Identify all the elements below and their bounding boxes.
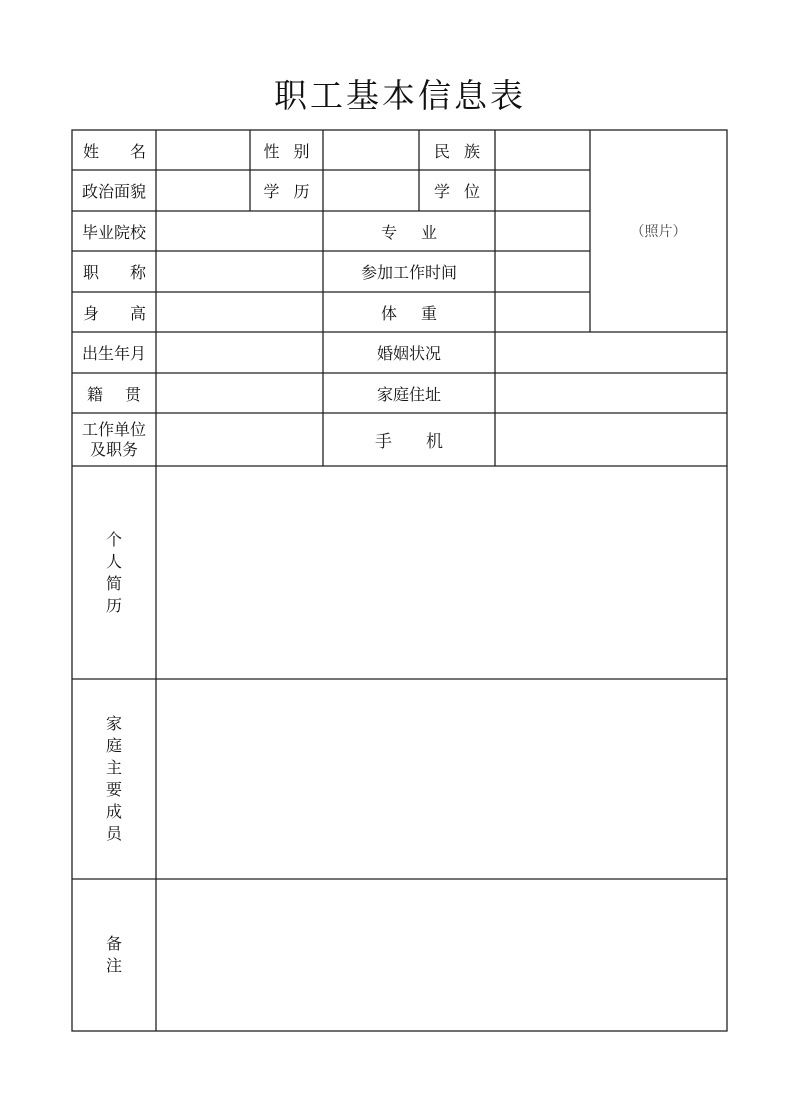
label-marital-status: 婚姻状况: [376, 344, 441, 363]
ethnicity-field[interactable]: [495, 130, 590, 170]
name-field[interactable]: [156, 130, 250, 170]
height-field[interactable]: [156, 292, 323, 332]
job-title-field[interactable]: [156, 251, 323, 292]
school-field[interactable]: [156, 211, 323, 251]
label-degree: 学 位: [433, 182, 481, 201]
label-home-address: 家庭住址: [376, 384, 441, 404]
education-field[interactable]: [323, 170, 419, 211]
label-remarks: 备 注: [105, 934, 122, 975]
label-name: 姓 名: [83, 141, 146, 161]
label-native-place: 籍 贯: [86, 384, 142, 404]
phone-field[interactable]: [495, 413, 727, 466]
degree-field[interactable]: [495, 170, 590, 211]
label-political-status: 政治面貌: [81, 182, 146, 201]
personal-resume-field[interactable]: [156, 466, 727, 679]
label-family-members: 家 庭 主 要 成 员: [105, 714, 122, 843]
label-gender: 性 别: [263, 141, 310, 161]
home-address-field[interactable]: [495, 373, 727, 413]
remarks-field[interactable]: [156, 879, 727, 1031]
marital-status-field[interactable]: [495, 332, 727, 373]
label-weight: 体 重: [380, 303, 438, 323]
major-field[interactable]: [495, 211, 590, 251]
gender-field[interactable]: [323, 130, 419, 170]
birth-date-field[interactable]: [156, 332, 323, 373]
label-major: 专 业: [380, 222, 438, 242]
work-start-field[interactable]: [495, 251, 590, 292]
family-members-field[interactable]: [156, 679, 727, 879]
label-height: 身 高: [83, 303, 146, 323]
form-title: 职工基本信息表: [274, 76, 526, 115]
label-phone: 手 机: [375, 432, 443, 452]
label-ethnicity: 民 族: [433, 141, 481, 161]
label-personal-resume: 个 人 简 历: [105, 529, 122, 615]
photo-placeholder[interactable]: （照片）: [630, 224, 687, 240]
political-status-field[interactable]: [156, 170, 250, 211]
label-birth-date: 出生年月: [81, 344, 146, 363]
weight-field[interactable]: [495, 292, 590, 332]
label-work-start: 参加工作时间: [360, 263, 457, 282]
native-place-field[interactable]: [156, 373, 323, 413]
label-employer-position: 工作单位 及职务: [81, 419, 146, 459]
label-job-title: 职 称: [83, 263, 146, 282]
label-school: 毕业院校: [81, 222, 146, 242]
employer-position-field[interactable]: [156, 413, 323, 466]
label-education: 学 历: [263, 182, 310, 201]
